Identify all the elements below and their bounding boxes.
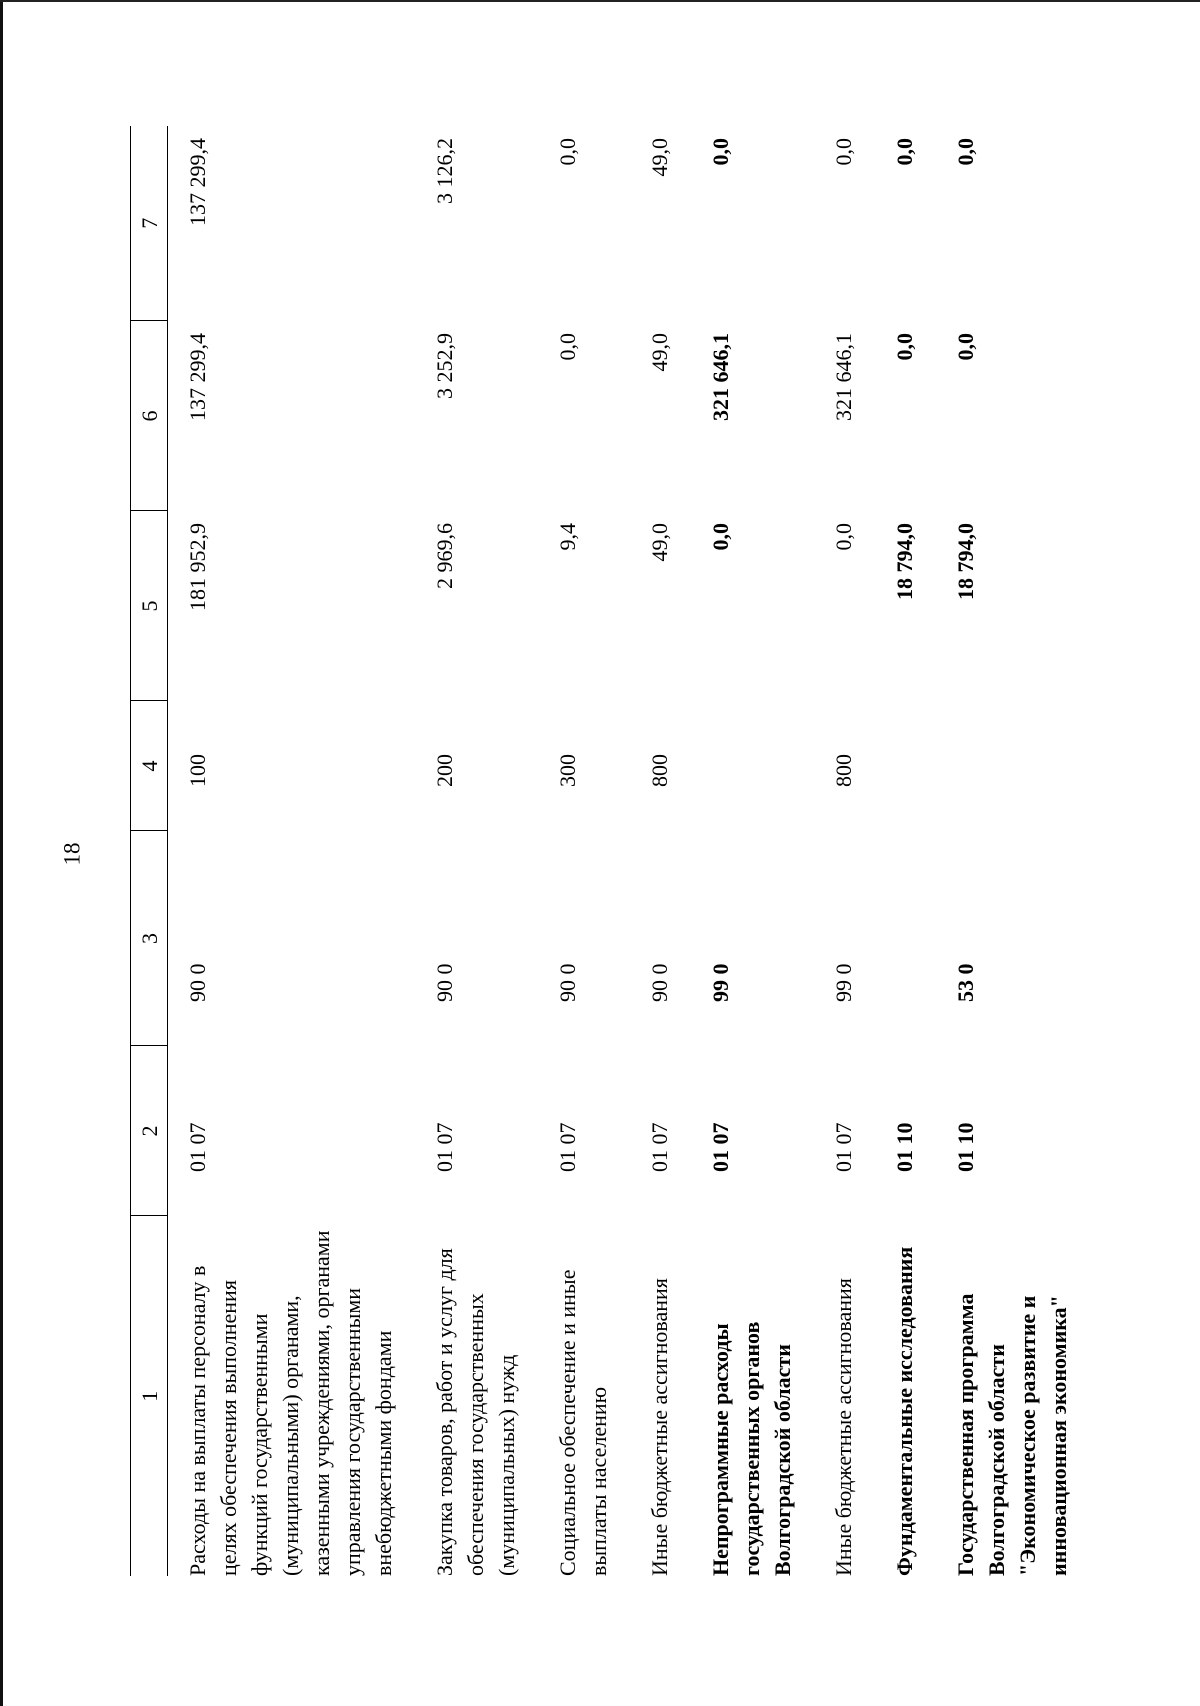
column-header: 7: [131, 126, 168, 321]
row-name: Иные бюджетные ассигнования: [831, 1278, 856, 1576]
page-number: 18: [59, 842, 85, 866]
row-value-7: 0,0: [953, 138, 978, 166]
row-article: 90 0: [185, 963, 210, 1002]
row-section: 01 07: [185, 1122, 210, 1172]
row-type: 100: [185, 754, 210, 787]
row-value-6: 0,0: [953, 333, 978, 361]
row-value-7: 0,0: [555, 138, 580, 166]
row-name: Иные бюджетные ассигнования: [647, 1278, 672, 1576]
row-name: Государственная программа Волгоградской области "Экономическое развитие и инновационная экономика": [953, 1293, 1071, 1576]
row-value-7: 0,0: [708, 138, 733, 166]
row-article: 53 0: [953, 963, 978, 1002]
row-value-5: 0,0: [708, 523, 733, 551]
row-value-6: 321 646,1: [708, 333, 733, 421]
row-value-5: 9,4: [555, 523, 580, 551]
row-value-7: 49,0: [647, 138, 672, 177]
row-type: 300: [555, 754, 580, 787]
row-section: 01 07: [555, 1122, 580, 1172]
row-section: 01 10: [892, 1122, 917, 1172]
column-header: 4: [131, 701, 168, 831]
row-value-6: 0,0: [892, 333, 917, 361]
row-name: Расходы на выплаты персоналу в целях обеспечения выполнения функций государственными (муниципальными) органами, казенными учреждениями, органами управления государственными внебюджетными фондами: [185, 1230, 396, 1576]
row-article: 90 0: [432, 963, 457, 1002]
row-article: [889, 831, 950, 1046]
table-row: [950, 126, 1104, 1576]
budget-table-container: [130, 126, 1104, 1576]
row-type: 800: [647, 754, 672, 787]
row-section: 01 07: [708, 1122, 733, 1172]
row-article: 99 0: [708, 963, 733, 1002]
row-value-6: 137 299,4: [185, 333, 210, 421]
row-type: [705, 701, 828, 831]
table-row: [889, 126, 950, 1576]
row-value-7: 3 126,2: [432, 138, 457, 204]
row-type: [950, 701, 1104, 831]
table-row: [705, 126, 828, 1576]
row-article: 90 0: [647, 963, 672, 1002]
row-name: Непрограммные расходы государственных органов Волгоградской области: [708, 1321, 795, 1576]
column-header: 6: [131, 321, 168, 511]
row-value-6: 49,0: [647, 333, 672, 372]
table-row: [182, 126, 429, 1576]
row-type: [889, 701, 950, 831]
column-header: 1: [131, 1216, 168, 1576]
row-value-6: 3 252,9: [432, 333, 457, 399]
row-section: 01 07: [831, 1122, 856, 1172]
row-value-5: 18 794,0: [953, 523, 978, 600]
row-value-5: 18 794,0: [892, 523, 917, 600]
column-header: 3: [131, 831, 168, 1046]
row-section: 01 10: [953, 1122, 978, 1172]
table-row: [644, 126, 705, 1576]
column-header: 2: [131, 1046, 168, 1216]
row-value-7: 137 299,4: [185, 138, 210, 226]
row-name: Фундаментальные исследования: [892, 1246, 917, 1576]
column-header-row: [131, 126, 168, 1576]
table-row: [552, 126, 644, 1576]
row-value-5: 181 952,9: [185, 523, 210, 611]
row-value-6: 0,0: [555, 333, 580, 361]
row-value-7: 0,0: [892, 138, 917, 166]
row-value-5: 49,0: [647, 523, 672, 562]
row-value-6: 321 646,1: [831, 333, 856, 421]
row-type: 800: [831, 754, 856, 787]
row-value-5: 2 969,6: [432, 523, 457, 589]
row-type: 200: [432, 754, 457, 787]
row-name: Закупка товаров, работ и услуг для обеспечения государственных (муниципальных) нужд: [432, 1248, 519, 1576]
column-header: 5: [131, 511, 168, 701]
row-section: 01 07: [432, 1122, 457, 1172]
row-name: Социальное обеспечение и иные выплаты населению: [555, 1269, 611, 1576]
row-section: 01 07: [647, 1122, 672, 1172]
row-value-7: 0,0: [831, 138, 856, 166]
row-article: 90 0: [555, 963, 580, 1002]
table-row: [828, 126, 889, 1576]
budget-table: [130, 126, 1104, 1576]
table-row: [429, 126, 552, 1576]
row-article: 99 0: [831, 963, 856, 1002]
row-value-5: 0,0: [831, 523, 856, 551]
